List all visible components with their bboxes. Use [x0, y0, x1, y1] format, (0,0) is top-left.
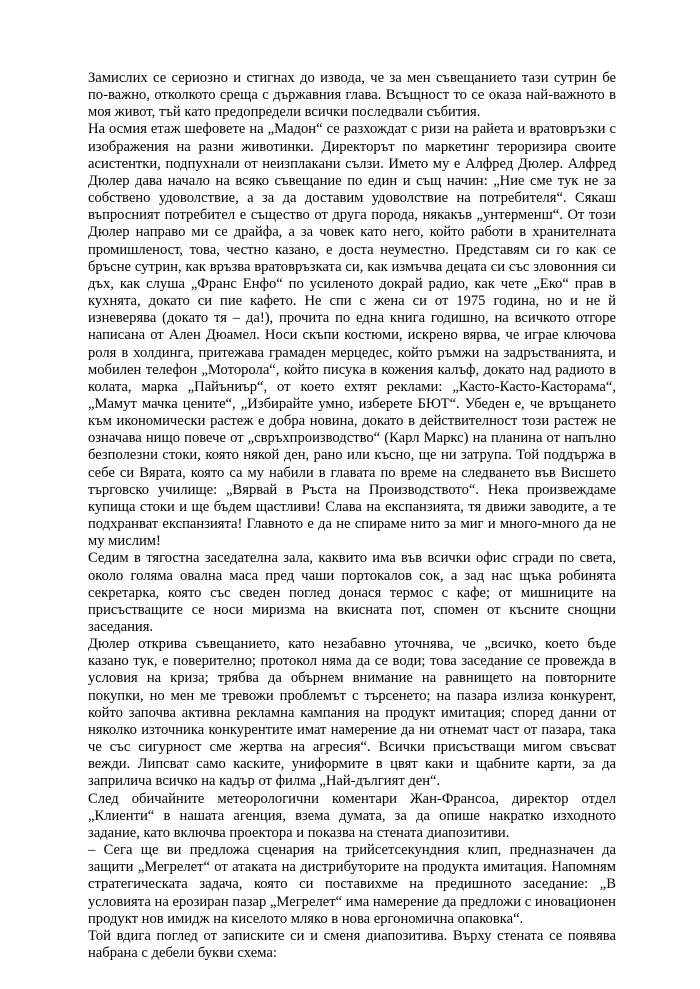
document-body — [88, 70, 616, 962]
paragraph-1: Замислих се сериозно и стигнах до извода, че за мен съвещанието тази сутрин бе по-важно, отколкото среща с държавния глава. Всъщност то се оказа най-важното в моя живот, тъй като предопредели всички последвали събития. — [88, 70, 616, 121]
paragraph-7: Той вдига поглед от записките си и сменя диапозитива. Върху стената се появява набрана с дебели букви схема: — [88, 927, 616, 961]
paragraph-3: Седим в тягостна заседателна зала, каквито има във всички офис сгради по света, около голяма овална маса пред чаши портокалов сок, а зад нас щъка робинята секретарка, която със сведен поглед донася термос с кафе; от мишниците на присъстващите се носи миризма на вкисната пот, спомен от късните снощни заседания. — [88, 550, 616, 635]
paragraph-6: – Сега ще ви предложа сценария на трийсетсекундния клип, предназначен да защити „Мегрелет“ от атаката на дистрибуторите на продукта имитация. Напомням стратегическата задача, която си поставихме на предишното заседание: „В условията на ерозиран пазар „Мегрелет“ има намерение да предложи с иновационен продукт нов имидж на киселото мляко в нова ергономична опаковка“. — [88, 842, 616, 927]
paragraph-5: След обичайните метеорологични коментари Жан-Франсоа, директор отдел „Клиенти“ в нашата агенция, взема думата, за да опише накратко изходното задание, като включва проектора и показва на стената диапозитиви. — [88, 790, 616, 841]
paragraph-4: Дюлер открива съвещанието, като незабавно уточнява, че „всичко, което бъде казано тук, е поверително; протокол няма да се води; това заседание се провежда в условия на криза; трябва да обърнем внимание на равнището на повторните покупки, но мен ме тревожи проблемът с търсенето; на пазара излиза конкурент, който започва активна рекламна кампания на продукт имитация; според данни от няколко източника конкурентите имат намерение да ни отнемат част от пазара, така че със сигурност сме жертва на агресия“. Всички присъстващи мигом свъсват вежди. Липсват само каските, униформите в цвят каки и щабните карти, за да заприлича всичко на кадър от филма „Най-дългият ден“. — [88, 636, 616, 790]
paragraph-2: На осмия етаж шефовете на „Мадон“ се разхождат с ризи на райета и вратовръзки с изображения на разни животинки. Директорът по маркетинг тероризира своите асистентки, подпухнали от неизплакани сълзи. Името му е Алфред Дюлер. Алфред Дюлер дава начало на всяко съвещание по един и същ начин: „Ние сме тук не за собствено удоволствие, а за да доставим удоволствие на потребителя“. Сякаш въпросният потребител е същество от друга порода, някакъв „унтерменш“. От този Дюлер направо ми се драйфа, а за човек като него, който работи в хранителната промишленост, това, честно казано, е доста неуместно. Представям си го как се бръсне сутрин, как връзва вратовръзката си, как измъчва децата си със зловонния си дъх, как слуша „Франс Енфо“ по усиленото докрай радио, как чете „Еко“ прав в кухнята, докато си пие кафето. Не спи с жена си от 1975 година, но и не й изневерява (докато тя – да!), прочита по една книга годишно, на всичкото отгоре написана от Ален Дюамел. Носи скъпи костюми, искрено вярва, че играе ключова роля в холдинга, притежава грамаден мерцедес, който ръмжи на задръстванията, и мобилен телефон „Моторола“, който писука в кожения калъф, докато над радиото в колата, марка „Пайъниър“, от което ехтят реклами: „Касто-Касто-Касторама“, „Мамут мачка цените“, „Избирайте умно, изберете БЮТ“. Убеден е, че връщането към икономически растеж е добра новина, докато в действителност този растеж не означава нищо повече от „свръхпроизводство“ (Карл Маркс) на планина от напълно безполезни стоки, която някой ден, рано или късно, ще ни затрупа. Той поддържа в себе си Вярата, която са му набили в главата по време на следването във Висшето търговско училище: „Вярвай в Ръста на Производството“. Нека произвеждаме купища стоки и ще бъдем щастливи! Слава на експанзията, тя движи заводите, а те подхранват експанзията! Главното е да не спираме нито за миг и много-много да не му мислим! — [88, 121, 616, 550]
